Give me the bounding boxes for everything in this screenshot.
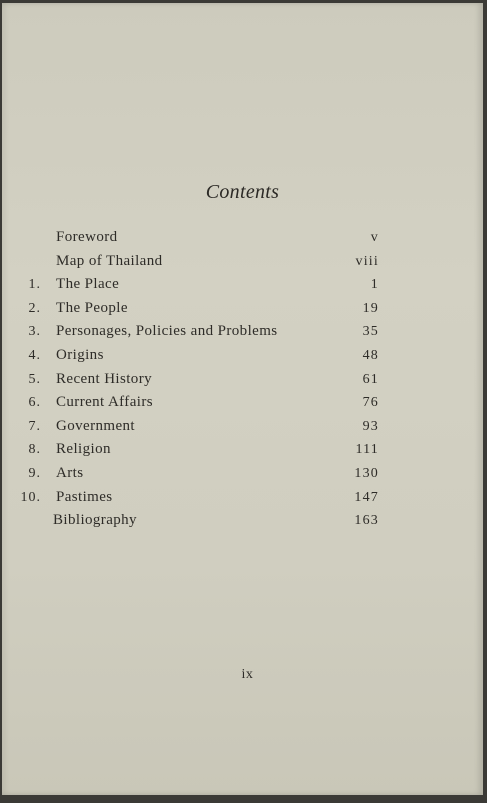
toc-entry-label: Bibliography: [53, 512, 137, 529]
toc-entry-label: Recent History: [56, 370, 152, 387]
toc-entry-label: Government: [56, 417, 135, 434]
toc-entry-label: Personages, Policies and Problems: [56, 323, 278, 340]
toc-entry-chapter-6: [2, 391, 483, 415]
toc-entry-number: 8.: [28, 442, 41, 458]
toc-entry-page: viii: [355, 253, 379, 269]
toc-entry-number: 5.: [28, 371, 41, 387]
toc-entry-number: 7.: [28, 418, 41, 434]
table-of-contents: [2, 226, 483, 533]
toc-entry-number: 1.: [28, 277, 41, 293]
toc-entry-number: 4.: [28, 347, 41, 363]
toc-entry-label: Current Affairs: [56, 394, 153, 411]
toc-entry-number: 6.: [28, 395, 41, 411]
toc-entry-page: v: [370, 230, 379, 245]
toc-entry-number: 9.: [28, 465, 41, 481]
toc-entry-chapter-10: [2, 486, 483, 510]
toc-entry-page: 48: [362, 347, 379, 363]
toc-entry-page: 93: [362, 418, 379, 434]
toc-entry-page: 61: [362, 371, 379, 387]
toc-entry-map: [2, 250, 483, 274]
toc-entry-page: 111: [355, 442, 379, 458]
toc-entry-label: The People: [56, 299, 128, 316]
toc-entry-page: 130: [354, 465, 379, 481]
toc-entry-label: Origins: [56, 346, 104, 363]
toc-entry-page: 35: [362, 324, 379, 340]
page-number: ix: [241, 667, 254, 682]
toc-entry-chapter-1: [2, 273, 483, 297]
toc-entry-number: 3.: [28, 324, 41, 340]
toc-entry-page: 19: [362, 300, 379, 316]
toc-entry-label: Pastimes: [56, 488, 113, 505]
toc-entry-label: Map of Thailand: [56, 252, 163, 269]
toc-entry-page: 147: [354, 489, 379, 505]
toc-entry-foreword: [2, 226, 483, 250]
toc-entry-page: 163: [354, 513, 379, 529]
page-title: Contents: [205, 181, 280, 203]
toc-entry-chapter-9: [2, 462, 483, 486]
toc-entry-label: Foreword: [56, 229, 118, 245]
toc-entry-chapter-2: [2, 297, 483, 321]
toc-entry-number: 2.: [28, 300, 41, 316]
toc-entry-chapter-5: [2, 368, 483, 392]
toc-entry-label: The Place: [56, 276, 120, 293]
toc-entry-label: Arts: [56, 464, 84, 481]
toc-entry-chapter-3: [2, 320, 483, 344]
toc-entry-chapter-8: [2, 438, 483, 462]
toc-entry-bibliography: [2, 509, 483, 533]
toc-entry-number: 10.: [20, 489, 41, 505]
book-page: [2, 3, 483, 795]
toc-entry-page: 76: [362, 395, 379, 411]
toc-entry-chapter-4: [2, 344, 483, 368]
toc-entry-page: 1: [370, 277, 379, 293]
toc-entry-chapter-7: [2, 415, 483, 439]
toc-entry-label: Religion: [56, 441, 111, 458]
